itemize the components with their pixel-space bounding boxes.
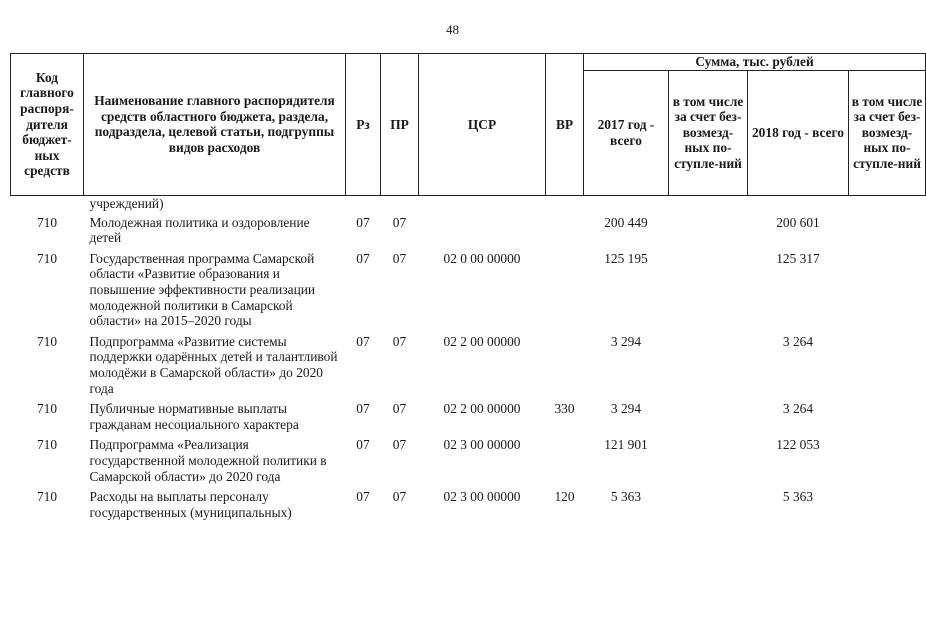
cell-2017-total: 121 901 [604, 437, 648, 453]
cell-vr [546, 434, 584, 486]
cell-vr [546, 212, 584, 248]
cell-vr: 330 [554, 401, 575, 417]
header-rz: Рз [346, 54, 381, 196]
cell-vr [546, 331, 584, 398]
cell-2018-total: 122 053 [776, 437, 820, 453]
cell-2018-total: 5 363 [782, 489, 814, 505]
cell-2018-grants [849, 486, 926, 522]
header-2018-grants: в том числе за счет без-возмезд-ных по-ступле-ний [849, 70, 926, 195]
cell-csr: 02 3 00 00000 [443, 489, 521, 505]
cell-2017-grants [669, 486, 748, 522]
header-name: Наименование главного распорядителя средств областного бюджета, раздела, подраздела, целевой статьи, подгруппы видов расходов [84, 54, 346, 196]
cell-csr: 02 2 00 00000 [443, 401, 521, 417]
header-pr: ПР [381, 54, 419, 196]
table-row [11, 434, 926, 486]
cell-rz: 07 [356, 437, 370, 453]
cell-2018-total: 3 264 [782, 333, 814, 349]
cell-2017-grants [669, 398, 748, 434]
cell-code: 710 [36, 401, 58, 417]
continuation-row [11, 195, 926, 212]
cell-2017-total: 5 363 [610, 489, 642, 505]
cell-code: 710 [36, 437, 58, 453]
table-row [11, 248, 926, 331]
cell-csr: 02 0 00 00000 [443, 250, 521, 266]
header-2017-total: 2017 год - всего [584, 70, 669, 195]
cell-code: 710 [36, 214, 58, 230]
cell-2018-grants [849, 398, 926, 434]
cell-code: 710 [36, 250, 58, 266]
header-vr: ВР [546, 54, 584, 196]
cell-name: Государственная программа Самарской области «Развитие образования и повышение эффективности реализации молодежной политики в Самарской области» на 2015–2020 годы [89, 250, 316, 329]
cell-rz: 07 [356, 333, 370, 349]
cell-pr: 07 [392, 214, 407, 230]
table-header [11, 54, 926, 196]
cell-2018-grants [849, 212, 926, 248]
cell-2018-total: 125 317 [776, 250, 820, 266]
cell-name: Публичные нормативные выплаты гражданам несоциального характера [89, 401, 299, 432]
cell-rz: 07 [356, 250, 370, 266]
cell-2017-grants [669, 434, 748, 486]
table-row [11, 331, 926, 398]
cell-2018-grants [849, 434, 926, 486]
cell-code: 710 [36, 489, 58, 505]
table-body [11, 195, 926, 522]
header-code: Код главного распоря-дителя бюджет-ных средств [11, 54, 84, 196]
cell-2017-total: 200 449 [604, 214, 648, 230]
cell-pr: 07 [392, 333, 407, 349]
cell-vr: 120 [554, 489, 575, 505]
cell-2018-total: 200 601 [776, 214, 820, 230]
header-2017-grants: в том числе за счет без-возмезд-ных по-ступле-ний [669, 70, 748, 195]
cell-name: Расходы на выплаты персоналу государственных (муниципальных) [89, 489, 292, 520]
page-number: 48 [446, 22, 459, 37]
cell-2018-grants [849, 248, 926, 331]
cell-name: Молодежная политика и оздоровление детей [89, 214, 310, 246]
header-2018-total: 2018 год - всего [748, 70, 849, 195]
table-row [11, 212, 926, 248]
table-row [11, 398, 926, 434]
cell-pr: 07 [392, 401, 407, 417]
cell-vr [546, 248, 584, 331]
header-sum-group: Сумма, тыс. рублей [584, 54, 926, 71]
cell-pr: 07 [392, 437, 407, 453]
cell-2017-grants [669, 248, 748, 331]
cell-2017-total: 3 294 [610, 401, 642, 417]
header-csr: ЦСР [419, 54, 546, 196]
cell-csr: 02 2 00 00000 [443, 333, 521, 349]
cell-name: Подпрограмма «Развитие системы поддержки одарённых детей и талантливой молодёжи в Самарской области» до 2020 года [89, 333, 338, 396]
cell-2017-grants [669, 212, 748, 248]
continuation-text: учреждений) [89, 195, 164, 211]
cell-2018-total: 3 264 [782, 401, 814, 417]
cell-csr [419, 212, 546, 248]
cell-pr: 07 [392, 489, 407, 505]
cell-rz: 07 [356, 214, 370, 230]
cell-rz: 07 [356, 489, 370, 505]
cell-2017-grants [669, 331, 748, 398]
table-row [11, 486, 926, 522]
cell-rz: 07 [356, 401, 370, 417]
cell-name: Подпрограмма «Реализация государственной молодежной политики в Самарской области» до 2020 года [89, 437, 327, 484]
cell-2017-total: 125 195 [604, 250, 648, 266]
cell-2017-total: 3 294 [610, 333, 642, 349]
cell-2018-grants [849, 331, 926, 398]
budget-table [10, 53, 926, 522]
cell-csr: 02 3 00 00000 [443, 437, 521, 453]
cell-code: 710 [36, 333, 58, 349]
cell-pr: 07 [392, 250, 407, 266]
